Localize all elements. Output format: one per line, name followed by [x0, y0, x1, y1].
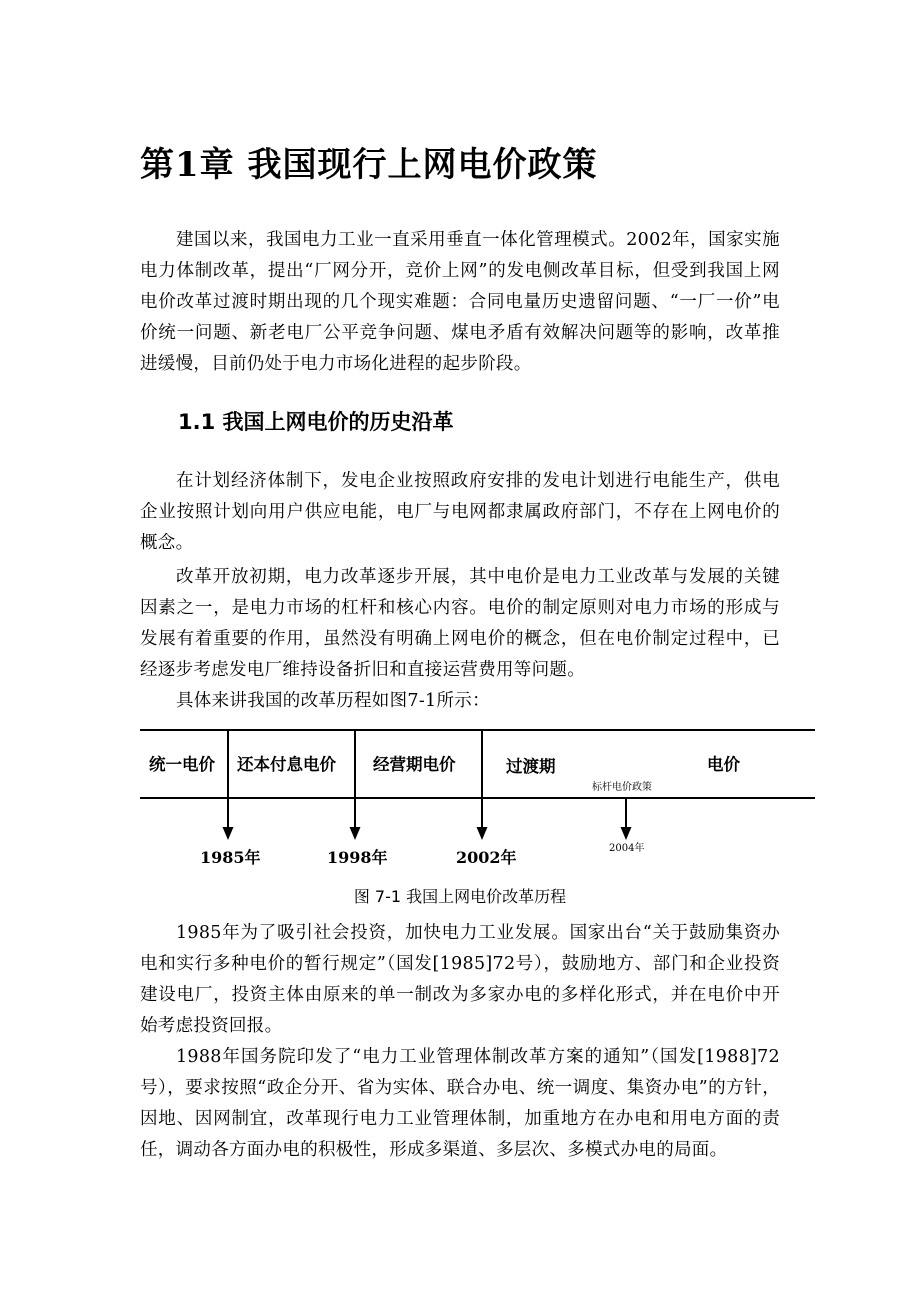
year-1985: 1985年: [200, 848, 261, 867]
reform-timeline-diagram: [140, 724, 815, 874]
stage-electricity-price: 电价: [707, 755, 740, 774]
stage-operating-period-price: 经营期电价: [373, 755, 456, 774]
chapter-title: 第1章 我国现行上网电价政策: [140, 145, 598, 185]
figure-caption: 图 7-1 我国上网电价改革历程: [353, 887, 567, 906]
stage-unified-price: 统一电价: [149, 755, 215, 774]
arrow-2002: [477, 827, 488, 840]
arrow-1998: [350, 827, 361, 840]
paragraph-1988-policy: 1988年国务院印发了“电力工业管理体制改革方案的通知”（国发[1988]72号），要求按照“政企分开、省为实体、联合办电、统一调度、集资办电”的方针，因地、因网制宜，改革现行电力工业管理体制，加重地方在办电和用电方面的责任，调动各方面办电的积极性，形成多渠道、多层次、多模式办电的局面。: [140, 1047, 780, 1160]
intro-paragraph: 建国以来，我国电力工业一直采用垂直一体化管理模式。2002年，国家实施电力体制改革，提出“厂网分开，竞价上网”的发电侧改革目标，但受到我国上网电价改革过渡时期出现的几个现实难题：合同电量历史遗留问题、“一厂一价”电价统一问题、新老电厂公平竞争问题、煤电矛盾有效解决问题等的影响，改革推进缓慢，目前仍处于电力市场化进程的起步阶段。: [140, 230, 780, 374]
section-title: 1.1 我国上网电价的历史沿革: [178, 410, 454, 434]
paragraph-figure-intro: 具体来讲我国的改革历程如图7-1所示：: [176, 691, 490, 711]
year-2002: 2002年: [456, 848, 517, 867]
paragraph-planned-economy: 在计划经济体制下，发电企业按照政府安排的发电计划进行电能生产，供电企业按照计划向用户供应电能，电厂与电网都隶属政府部门，不存在上网电价的概念。: [140, 471, 780, 553]
arrow-2004: [621, 827, 632, 840]
stage-transition-period: 过渡期: [506, 757, 556, 776]
arrow-1985: [223, 827, 234, 840]
paragraph-1985-policy: 1985年为了吸引社会投资，加快电力工业发展。国家出台“关于鼓励集资办电和实行多种电价的暂行规定”（国发[1985]72号），鼓励地方、部门和企业投资建设电厂，投资主体由原来的单一制改为多家办电的多样化形式，并在电价中开始考虑投资回报。: [140, 923, 780, 1036]
year-1998: 1998年: [327, 848, 388, 867]
benchmark-price-note: 标杆电价政策: [592, 782, 652, 793]
paragraph-reform-opening: 改革开放初期，电力改革逐步开展，其中电价是电力工业改革与发展的关键因素之一，是电力市场的杠杆和核心内容。电价的制定原则对电力市场的形成与发展有着重要的作用，虽然没有明确上网电价的概念，但在电价制定过程中，已经逐步考虑发电厂维持设备折旧和直接运营费用等问题。: [140, 567, 780, 680]
stage-repayment-price: 还本付息电价: [237, 755, 336, 774]
year-2004: 2004年: [609, 843, 645, 854]
